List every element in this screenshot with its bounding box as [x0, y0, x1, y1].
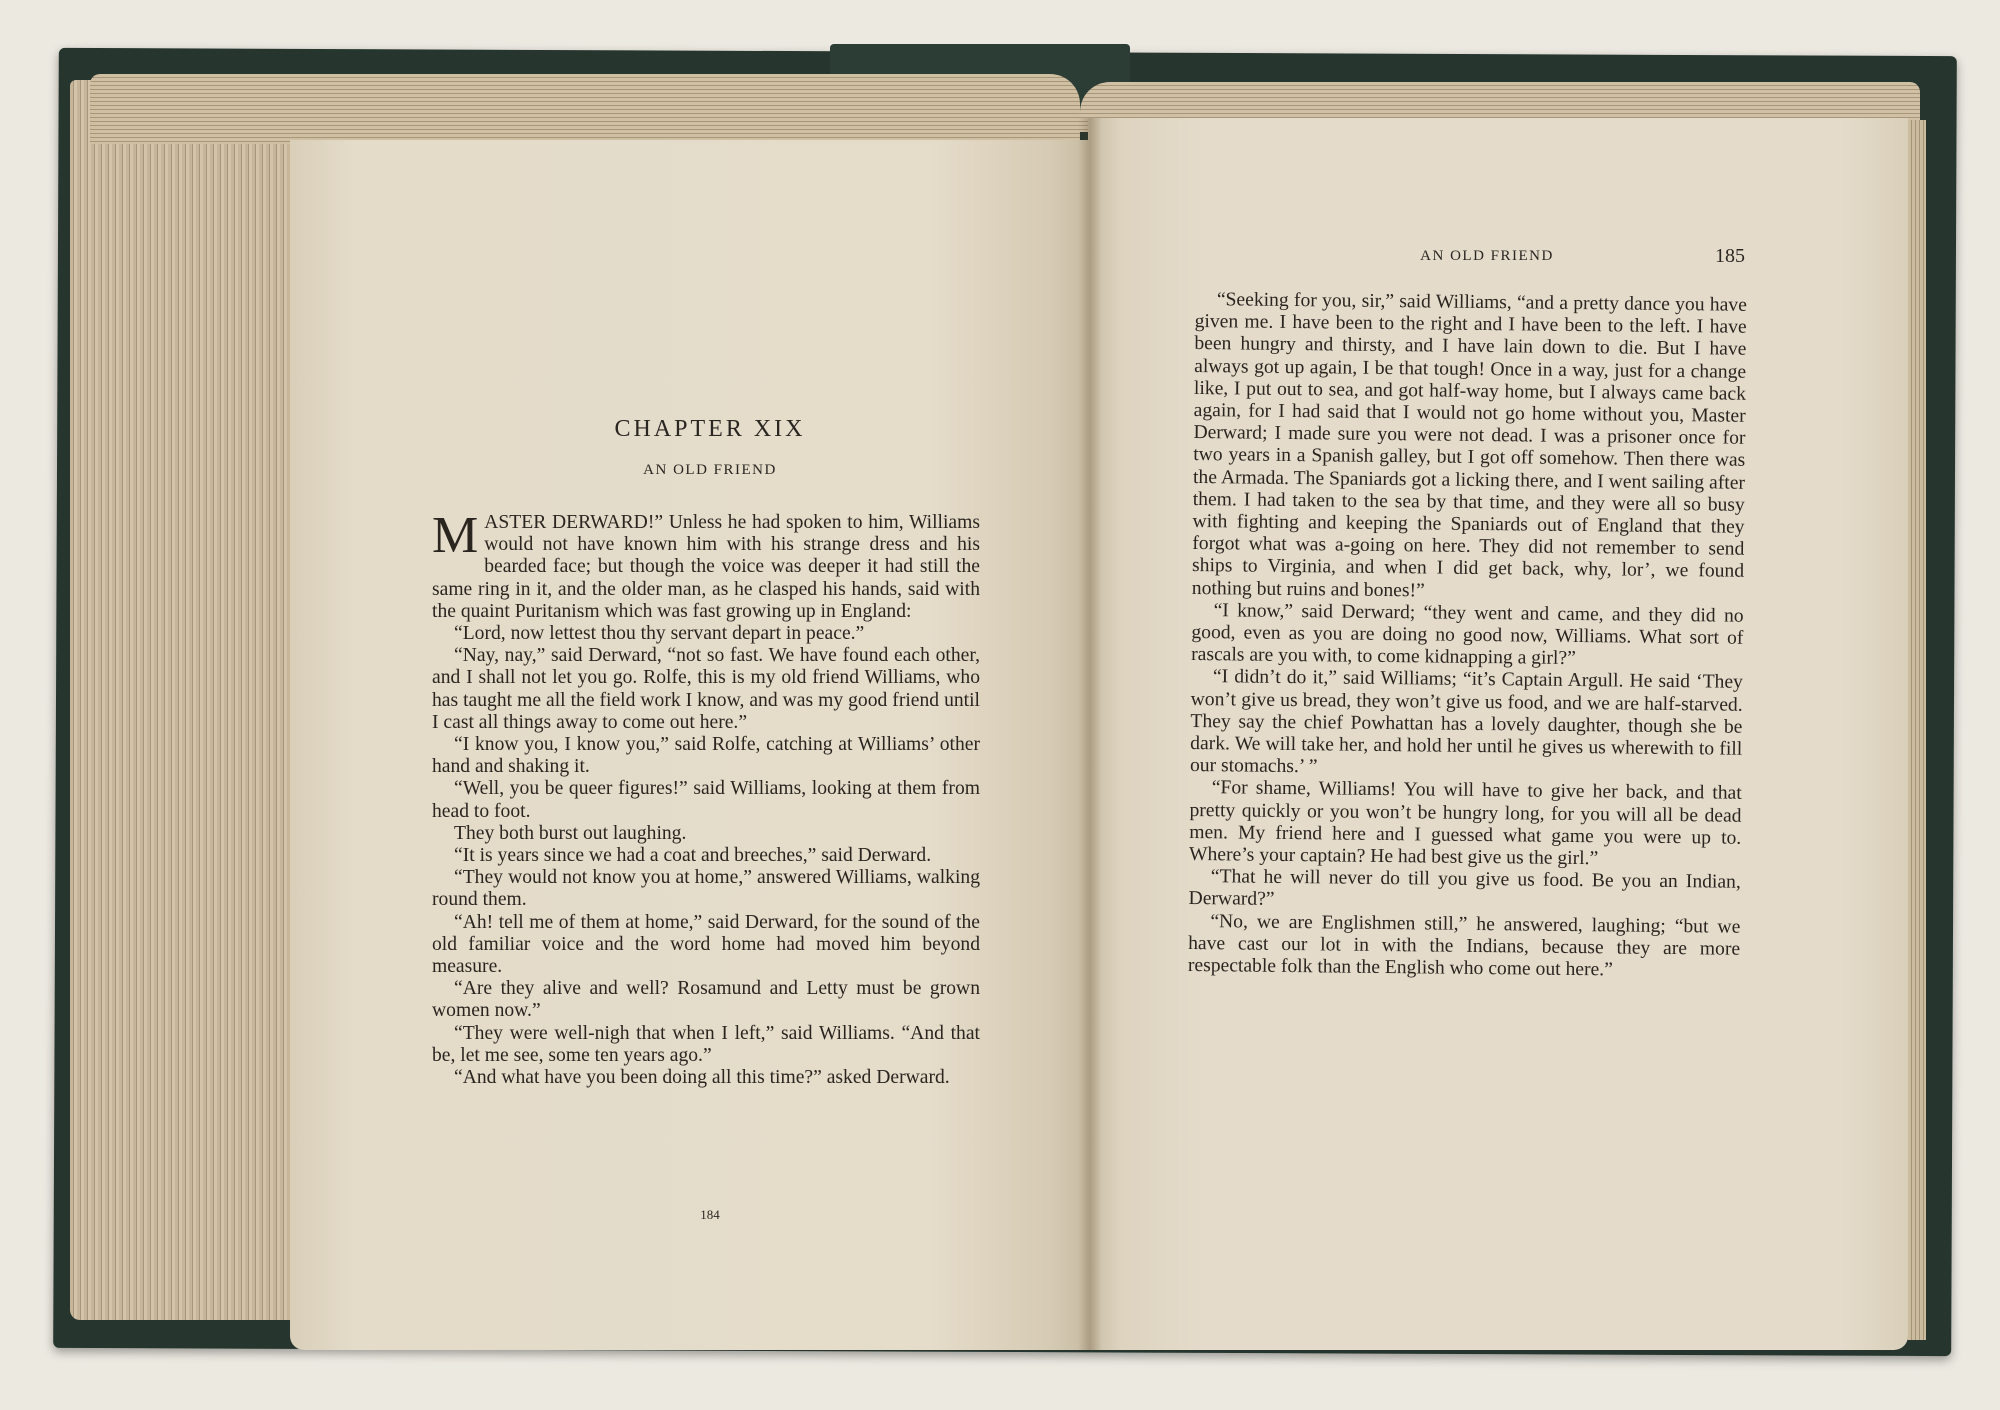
paragraph: “I know,” said Derward; “they went and came, and they did no good, even as you are doing no good now, Williams. What sort of rascals are you with, to come kidnapping a girl?”: [1191, 600, 1744, 670]
paragraph: “They were well-nigh that when I left,” said Williams. “And that be, let me see, some ten years ago.”: [432, 1022, 980, 1066]
drop-cap: M: [432, 507, 479, 564]
paragraph: “Ah! tell me of them at home,” said Derward, for the sound of the old familiar voice and the word home had moved him beyond measure.: [432, 911, 980, 978]
paragraph: “They would not know you at home,” answered Williams, walking round them.: [432, 867, 980, 911]
paragraph: They both burst out laughing.: [454, 822, 687, 844]
left-page-body: [432, 507, 980, 1089]
book-gutter: [1078, 118, 1102, 1350]
paragraph: “No, we are Englishmen still,” he answered, laughing; “but we have cast our lot in with the Indians, because they are more respectable folk than the English who come out here.”: [1187, 910, 1741, 981]
paragraph: “I didn’t do it,” said Williams; “it’s Captain Argull. He said ‘They won’t give us bread, they won’t give us food, and we are half-starved. They say the chief Powhattan has a lovely daughter, though she be dark. We will take her, and hold her until he gives us wherewith to fill our stomachs.’ ”: [1189, 666, 1744, 778]
paragraph: “It is years since we had a coat and breeches,” said Derward.: [454, 845, 932, 867]
paragraph: “For shame, Williams! You will have to give her back, and that pretty quickly or you won’t be hungry long, for you will all be dead men. My friend here and I guessed what game you were up to. Where’s your captain? He had best give us the girl.”: [1188, 777, 1742, 870]
paragraph: “Well, you be queer figures!” said Williams, looking at them from head to foot.: [432, 778, 980, 822]
paragraph: [432, 507, 980, 623]
running-header: [1197, 245, 1745, 275]
paragraph: “That he will never do till you give us food. Be you an Indian, Derward?”: [1188, 866, 1741, 911]
paragraph: “Are they alive and well? Rosamund and Letty must be grown women now.”: [432, 978, 980, 1022]
page-number-right: 185: [1715, 245, 1745, 267]
paragraph: “Lord, now lettest thou thy servant depart in peace.”: [454, 623, 865, 645]
paragraph: “I know you, I know you,” said Rolfe, catching at Williams’ other hand and shaking it.: [432, 734, 980, 778]
running-head-title: AN OLD FRIEND: [1420, 248, 1554, 264]
paragraph: “And what have you been doing all this time?” asked Derward.: [454, 1067, 950, 1089]
page-edges-top-left: [90, 74, 1080, 144]
chapter-title: CHAPTER XIX: [614, 416, 806, 442]
right-page-body: [1188, 289, 1747, 983]
chapter-subtitle: AN OLD FRIEND: [643, 462, 777, 478]
paragraph: “Seeking for you, sir,” said Williams, “and a pretty dance you have given me. I have been to the right and I have been to the left. I have been hungry and thirsty, and I have lain down to die. But I have always got up again, I be that tough! Once in a way, just for a change like, I put out to sea, and got half-way home, but I always came back again, for I had said that I would not go home without you, Master Derward; I made sure you were not dead. I was a prisoner once for two years in a Spanish galley, but I got off somehow. Then there was the Armada. The Spaniards got a licking there, and I went sailing after them. I had taken to the sea by that time, and they were all so busy with fighting and keeping the Spaniards out of England that they forgot what was a-going on here. They did not remember to send ships to Virginia, and when I did get back, why, lor’, we found nothing but ruins and bones!”: [1191, 289, 1747, 602]
paragraph-text: ASTER DERWARD!” Unless he had spoken to him, Williams would not have known him with his strange dress and his bearded face; but though the voice was deeper it had still the same ring in it, and the older man, as he clasped his hands, said with the quaint Puritanism which was fast growing up in England:: [432, 512, 980, 622]
page-number-left: 184: [700, 1207, 720, 1222]
page-edges-left: [70, 80, 310, 1320]
paragraph: “Nay, nay,” said Derward, “not so fast. We have found each other, and I shall not let you go. Rolfe, this is my old friend Williams, who has taught me all the field work I know, and was my good friend until I cast all things away to come out here.”: [432, 645, 980, 733]
